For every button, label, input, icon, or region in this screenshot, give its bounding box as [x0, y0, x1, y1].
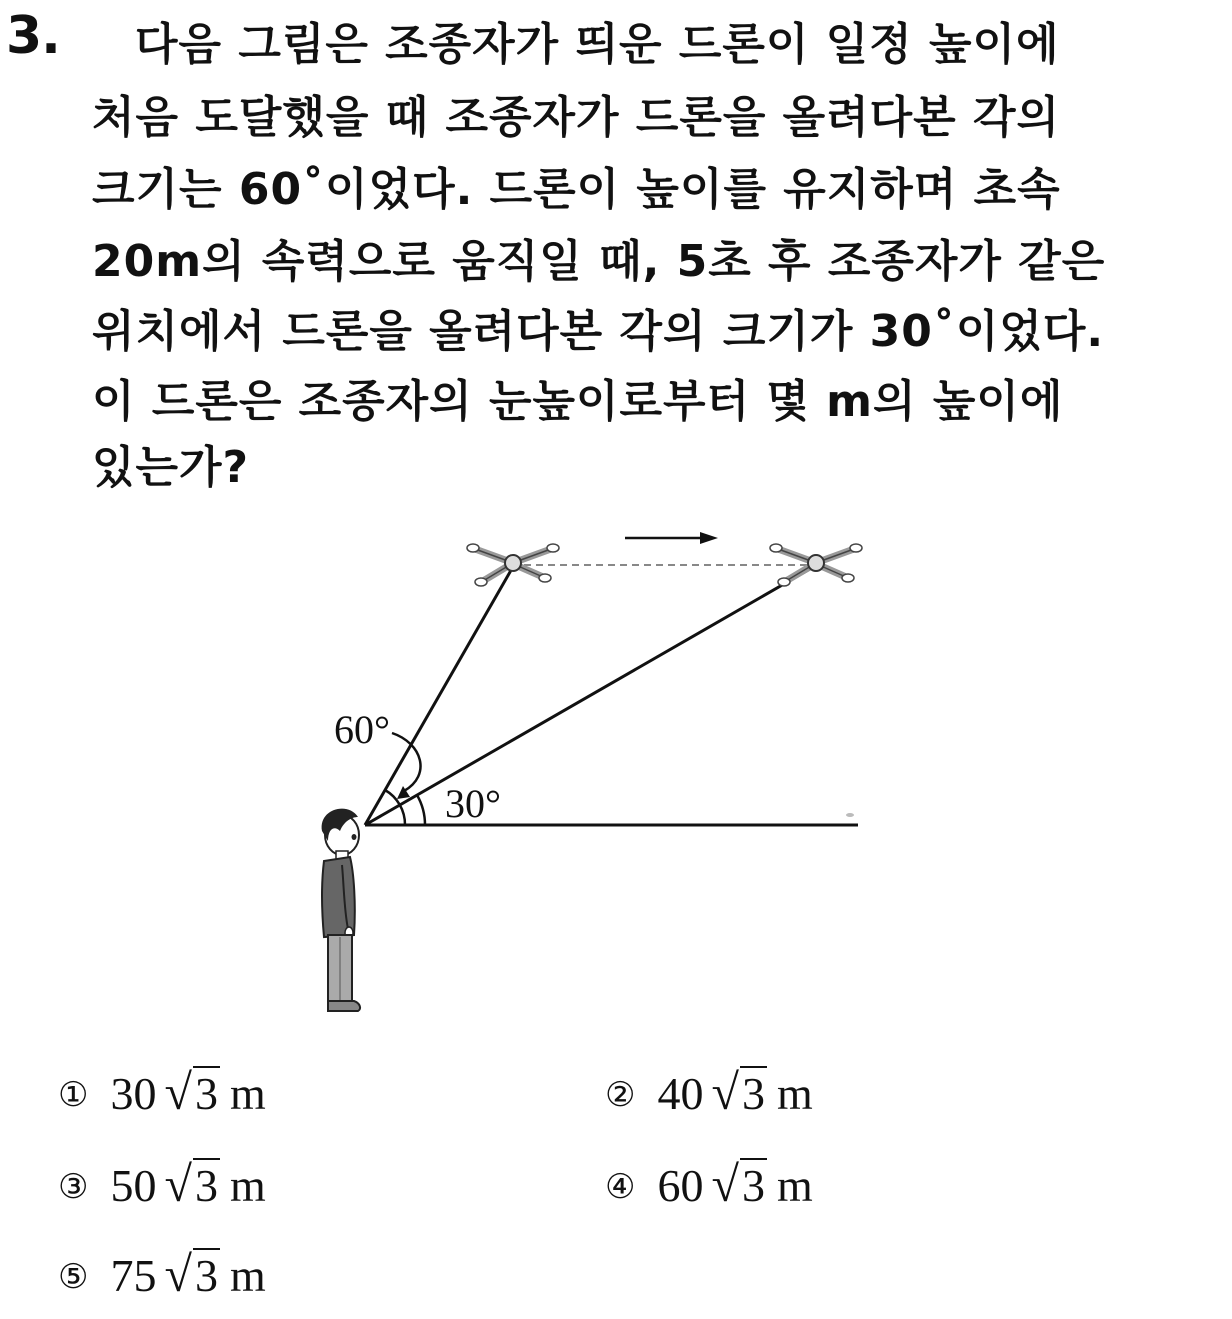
question-text-line-5: 위치에서 드론을 올려다본 각의 크기가 30˚이었다. — [92, 306, 1105, 357]
choice-3-unit: m — [229, 1160, 266, 1211]
choice-1[interactable] — [58, 1064, 266, 1123]
choice-2-unit: m — [776, 1068, 813, 1119]
sight-line-30 — [365, 565, 817, 825]
choice-4[interactable] — [605, 1156, 813, 1215]
choice-5[interactable] — [58, 1246, 266, 1305]
choice-5-number-icon: ⑤ — [58, 1257, 89, 1297]
choice-3-radicand: 3 — [194, 1160, 218, 1211]
question-text-line-3: 크기는 60˚이었다. 드론이 높이를 유지하며 초속 — [92, 164, 1061, 215]
choice-4-coefficient: 60 — [657, 1160, 704, 1211]
drone-diagram — [300, 525, 880, 1025]
choice-4-number-icon: ④ — [605, 1167, 636, 1207]
question-text-line-7: 있는가? — [92, 442, 250, 493]
drone-icon-start — [467, 544, 559, 586]
choice-4-radicand: 3 — [741, 1160, 765, 1211]
choice-4-unit: m — [776, 1160, 813, 1211]
choice-5-coefficient: 75 — [110, 1250, 157, 1301]
square-root-icon: √ — [711, 1064, 739, 1120]
choice-2-number-icon: ② — [605, 1075, 636, 1115]
drone-icon-end — [770, 544, 862, 586]
choice-3[interactable] — [58, 1156, 266, 1215]
angle-arc-30 — [417, 795, 425, 825]
choice-2-coefficient: 40 — [657, 1068, 704, 1119]
choice-1-coefficient: 30 — [110, 1068, 157, 1119]
question-text-line-2: 처음 도달했을 때 조종자가 드론을 올려다본 각의 — [92, 92, 1060, 143]
angle-pointer-arrow-icon — [392, 733, 421, 799]
square-root-icon: √ — [164, 1064, 192, 1120]
question-text-line-6: 이 드론은 조종자의 눈높이로부터 몇 m의 높이에 — [92, 376, 1064, 427]
choice-5-unit: m — [229, 1250, 266, 1301]
square-root-icon: √ — [164, 1156, 192, 1212]
direction-arrow-icon — [625, 532, 718, 544]
choice-2[interactable] — [605, 1064, 813, 1123]
drone-operator-person-icon — [322, 809, 360, 1011]
angle-label-30: 30° — [445, 781, 501, 826]
choice-3-coefficient: 50 — [110, 1160, 157, 1211]
square-root-icon: √ — [164, 1246, 192, 1302]
question-number: 3. — [6, 6, 60, 66]
choice-2-radicand: 3 — [741, 1068, 765, 1119]
question-text-line-4: 20m의 속력으로 움직일 때, 5초 후 조종자가 같은 — [92, 236, 1106, 287]
choice-3-number-icon: ③ — [58, 1167, 89, 1207]
choice-1-unit: m — [229, 1068, 266, 1119]
choice-5-radicand: 3 — [194, 1250, 218, 1301]
question-text-line-1: 다음 그림은 조종자가 띄운 드론이 일정 높이에 — [135, 19, 1060, 70]
choice-1-number-icon: ① — [58, 1075, 89, 1115]
angle-label-60: 60° — [334, 707, 390, 752]
choice-1-radicand: 3 — [194, 1068, 218, 1119]
square-root-icon: √ — [711, 1156, 739, 1212]
